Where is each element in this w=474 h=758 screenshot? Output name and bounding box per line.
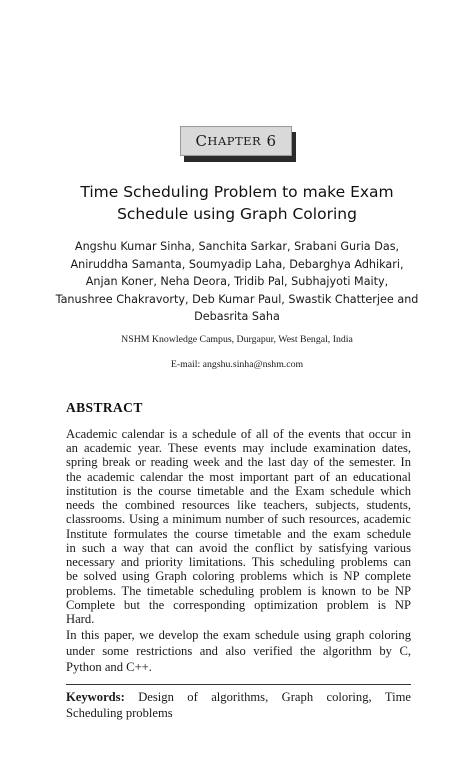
- abstract-line: Python and C++.: [66, 660, 152, 674]
- abstract-line: needs the combined resources like teachers, subjects, students,: [66, 498, 411, 512]
- abstract-line: Complete but the corresponding optimization problem is NP: [66, 598, 411, 612]
- abstract-line: under some restrictions and also verified the algorithm by C,: [66, 644, 411, 658]
- keywords-text: Design of algorithms, Graph coloring, Time: [138, 690, 411, 704]
- abstract-line: problems. The timetable scheduling problem is known to be NP: [66, 584, 411, 598]
- chapter-first-letter: C: [195, 132, 208, 150]
- keywords-divider: [66, 684, 411, 685]
- paper-title-line-1: Time Scheduling Problem to make Exam: [80, 183, 394, 201]
- keywords-label: Keywords:: [66, 690, 125, 704]
- abstract-line: the academic calendar the most important part of an educational: [66, 470, 411, 484]
- chapter-badge: [180, 126, 296, 160]
- email: E-mail: angshu.sinha@nshm.com: [170, 359, 304, 370]
- abstract-line: Academic calendar is a schedule of all of the events that occur in: [66, 427, 411, 441]
- author-line: Debasrita Saha: [194, 310, 280, 323]
- author-line: Aniruddha Samanta, Soumyadip Laha, Debarghya Adhikari,: [70, 258, 404, 271]
- abstract-line: spring break or reading week and the last day of the semester. In: [66, 455, 411, 469]
- chapter-word-rest: HAPTER: [207, 134, 262, 148]
- abstract-line: Hard.: [66, 612, 95, 626]
- abstract-line: institution is the course timetable and the Exam schedule which: [66, 484, 411, 498]
- keywords-line: Scheduling problems: [66, 706, 173, 720]
- author-line: Angshu Kumar Sinha, Sanchita Sarkar, Srabani Guria Das,: [74, 240, 400, 253]
- abstract-line: necessary and priority limitations. This scheduling problems can: [66, 555, 411, 569]
- abstract-line: be solved using Graph coloring problems which is NP complete: [66, 569, 411, 583]
- paper-title-line-2: Schedule using Graph Coloring: [117, 205, 357, 223]
- abstract-line: In this paper, we develop the exam schedule using graph coloring: [66, 628, 411, 642]
- abstract-heading: ABSTRACT: [66, 400, 143, 415]
- abstract-line: Institute formulates the course timetable and the exam schedule: [66, 527, 411, 541]
- abstract-line: classrooms. Using a minimum number of such resources, academic: [66, 512, 411, 526]
- keywords-line: [66, 689, 411, 705]
- author-line: Anjan Koner, Neha Deora, Tridib Pal, Subhajyoti Maity,: [85, 275, 389, 288]
- chapter-label: [180, 126, 292, 156]
- abstract-line: an academic year. These events may include examination dates,: [66, 441, 411, 455]
- abstract-line: in such a way that can avoid the conflict by satisfying various: [66, 541, 411, 555]
- affiliation: NSHM Knowledge Campus, Durgapur, West Bengal, India: [121, 334, 353, 345]
- chapter-number: 6: [266, 132, 277, 150]
- author-line: Tanushree Chakravorty, Deb Kumar Paul, Swastik Chatterjee and: [55, 293, 419, 306]
